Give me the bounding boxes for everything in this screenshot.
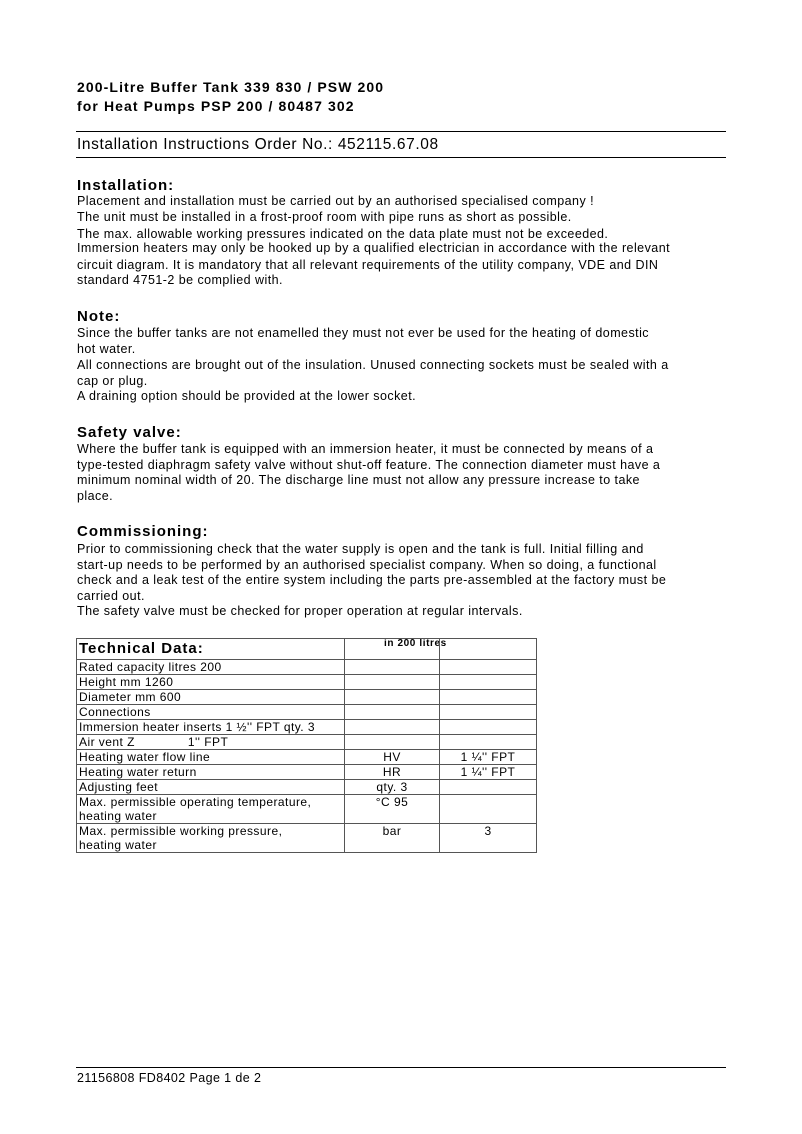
table-row xyxy=(77,705,537,720)
table-cell: Heating water return xyxy=(77,765,345,780)
table-row xyxy=(77,780,537,795)
footer-text: 21156808 FD8402 Page 1 de 2 xyxy=(77,1071,262,1085)
body-text-line: Placement and installation must be carried out by an authorised specialised company ! xyxy=(77,194,594,208)
table-cell: Diameter mm 600 xyxy=(77,690,345,705)
table-cell: Rated capacity litres 200 xyxy=(77,660,345,675)
table-cell xyxy=(345,675,440,690)
table-cell: HR xyxy=(345,765,440,780)
section-heading: Commissioning: xyxy=(77,523,209,540)
table-cell xyxy=(440,735,537,750)
table-row xyxy=(77,675,537,690)
section-heading: Note: xyxy=(77,308,121,325)
table-cell xyxy=(345,735,440,750)
table-cell: Air vent Z 1'' FPT xyxy=(77,735,345,750)
table-cell xyxy=(440,780,537,795)
body-text-line: type-tested diaphragm safety valve without shut-off feature. The connection diameter must have a xyxy=(77,458,661,472)
table-header-note: in 200 litres xyxy=(384,638,447,649)
divider xyxy=(76,131,726,132)
body-text-line: Since the buffer tanks are not enamelled they must not ever be used for the heating of domestic xyxy=(77,326,650,340)
table-row xyxy=(77,795,537,824)
body-text-line: All connections are brought out of the insulation. Unused connecting sockets must be sealed with a xyxy=(77,358,669,372)
table-cell xyxy=(345,690,440,705)
table-cell: 1 ¼'' FPT xyxy=(440,765,537,780)
table-cell: Immersion heater inserts 1 ½'' FPT qty. 3 xyxy=(77,720,345,735)
table-cell: bar xyxy=(345,824,440,853)
table-cell xyxy=(440,720,537,735)
table-row xyxy=(77,720,537,735)
table-header-row xyxy=(77,639,537,660)
table-cell: Heating water flow line xyxy=(77,750,345,765)
table-cell: Height mm 1260 xyxy=(77,675,345,690)
table-cell xyxy=(345,720,440,735)
body-text-line: Prior to commissioning check that the water supply is open and the tank is full. Initial filling and xyxy=(77,542,644,556)
section-heading: Installation: xyxy=(77,177,175,194)
body-text-line: The safety valve must be checked for proper operation at regular intervals. xyxy=(77,604,523,618)
body-text-line: cap or plug. xyxy=(77,374,148,388)
table-cell: Max. permissible operating temperature, heating water xyxy=(77,795,345,824)
table-row xyxy=(77,824,537,853)
table-cell: qty. 3 xyxy=(345,780,440,795)
body-text-line: check and a leak test of the entire system including the parts pre-assembled at the factory must be xyxy=(77,573,667,587)
table-cell xyxy=(440,795,537,824)
document-title-line-1: 200-Litre Buffer Tank 339 830 / PSW 200 xyxy=(77,79,385,95)
table-row xyxy=(77,735,537,750)
body-text-line: carried out. xyxy=(77,589,145,603)
body-text-line: The unit must be installed in a frost-proof room with pipe runs as short as possible. xyxy=(77,210,572,224)
body-text-line: start-up needs to be performed by an authorised specialist company. When so doing, a functional xyxy=(77,558,657,572)
table-row xyxy=(77,690,537,705)
table-cell xyxy=(345,660,440,675)
table-heading: Technical Data: xyxy=(77,639,345,660)
technical-data-table xyxy=(76,638,537,853)
table-cell: °C 95 xyxy=(345,795,440,824)
table-cell xyxy=(440,675,537,690)
document-title-line-2: for Heat Pumps PSP 200 / 80487 302 xyxy=(77,98,355,114)
section-heading: Safety valve: xyxy=(77,424,182,441)
table-cell xyxy=(345,705,440,720)
table-cell: Connections xyxy=(77,705,345,720)
table-cell xyxy=(440,660,537,675)
body-text-line: circuit diagram. It is mandatory that all relevant requirements of the utility company, VDE and DIN xyxy=(77,258,659,272)
footer-divider xyxy=(76,1067,726,1068)
divider xyxy=(76,157,726,158)
body-text-line: The max. allowable working pressures indicated on the data plate must not be exceeded. xyxy=(77,227,609,241)
table-cell: 1 ¼'' FPT xyxy=(440,750,537,765)
table-cell: Adjusting feet xyxy=(77,780,345,795)
body-text-line: place. xyxy=(77,489,114,503)
table-cell: HV xyxy=(345,750,440,765)
body-text-line: Immersion heaters may only be hooked up by a qualified electrician in accordance with the relevant xyxy=(77,241,671,255)
table-cell xyxy=(440,705,537,720)
table-cell: 3 xyxy=(440,824,537,853)
body-text-line: A draining option should be provided at the lower socket. xyxy=(77,389,417,403)
body-text-line: hot water. xyxy=(77,342,136,356)
table-row xyxy=(77,660,537,675)
body-text-line: standard 4751-2 be complied with. xyxy=(77,273,283,287)
document-subtitle: Installation Instructions Order No.: 452115.67.08 xyxy=(77,136,439,153)
table-row xyxy=(77,765,537,780)
table-cell: Max. permissible working pressure, heating water xyxy=(77,824,345,853)
body-text-line: minimum nominal width of 20. The discharge line must not allow any pressure increase to take xyxy=(77,473,640,487)
body-text-line: Where the buffer tank is equipped with an immersion heater, it must be connected by means of a xyxy=(77,442,654,456)
table-row xyxy=(77,750,537,765)
table-cell xyxy=(440,690,537,705)
